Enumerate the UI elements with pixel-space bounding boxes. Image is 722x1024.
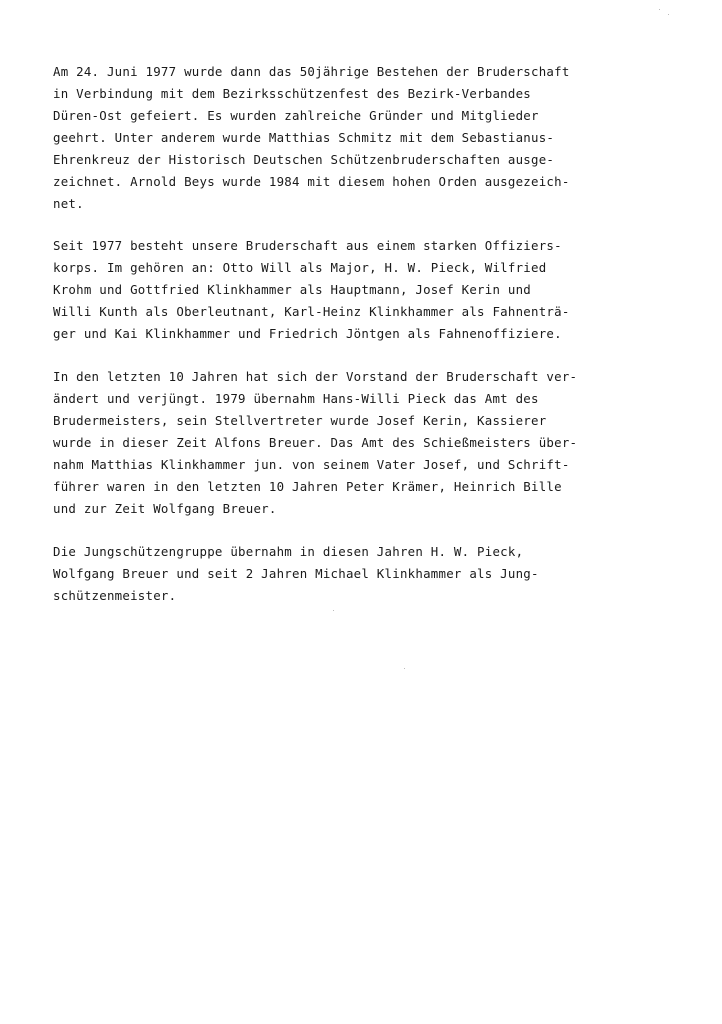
text-line: und zur Zeit Wolfgang Breuer. [53, 501, 277, 516]
text-line: Krohm und Gottfried Klinkhammer als Hauptmann, Josef Kerin und [53, 282, 532, 297]
text-line: In den letzten 10 Jahren hat sich der Vorstand der Bruderschaft ver- [53, 369, 578, 384]
text-line: Am 24. Juni 1977 wurde dann das 50jährige Bestehen der Bruderschaft [53, 64, 570, 79]
text-line: in Verbindung mit dem Bezirksschützenfest des Bezirk-Verbandes [53, 86, 532, 101]
text-line: zeichnet. Arnold Beys wurde 1984 mit diesem hohen Orden ausgezeich- [53, 174, 570, 189]
text-line: schützenmeister. [53, 588, 177, 603]
scan-speck [668, 14, 669, 15]
text-line: Wolfgang Breuer und seit 2 Jahren Michael Klinkhammer als Jung- [53, 566, 539, 581]
text-line: ändert und verjüngt. 1979 übernahm Hans-Willi Pieck das Amt des [53, 391, 539, 406]
paragraph-officer-corps [53, 235, 693, 345]
text-line: Die Jungschützengruppe übernahm in diesen Jahren H. W. Pieck, [53, 544, 524, 559]
text-line: net. [53, 196, 84, 211]
text-line: Ehrenkreuz der Historisch Deutschen Schützenbruderschaften ausge- [53, 152, 555, 167]
paragraph-anniversary [53, 61, 693, 215]
text-line: Düren-Ost gefeiert. Es wurden zahlreiche Gründer und Mitglieder [53, 108, 539, 123]
text-line: korps. Im gehören an: Otto Will als Major, H. W. Pieck, Wilfried [53, 260, 547, 275]
scan-speck [404, 668, 405, 669]
scan-speck [333, 610, 334, 611]
scan-speck [659, 9, 660, 10]
text-line: Willi Kunth als Oberleutnant, Karl-Heinz Klinkhammer als Fahnenträ- [53, 304, 570, 319]
text-line: führer waren in den letzten 10 Jahren Peter Krämer, Heinrich Bille [53, 479, 562, 494]
paragraph-board-changes [53, 366, 693, 520]
paragraph-youth-group [53, 541, 693, 607]
text-line: wurde in dieser Zeit Alfons Breuer. Das Amt des Schießmeisters über- [53, 435, 578, 450]
text-line: ger und Kai Klinkhammer und Friedrich Jöntgen als Fahnenoffiziere. [53, 326, 562, 341]
text-line: geehrt. Unter anderem wurde Matthias Schmitz mit dem Sebastianus- [53, 130, 555, 145]
text-line: nahm Matthias Klinkhammer jun. von seinem Vater Josef, und Schrift- [53, 457, 570, 472]
text-line: Seit 1977 besteht unsere Bruderschaft aus einem starken Offiziers- [53, 238, 562, 253]
text-line: Brudermeisters, sein Stellvertreter wurde Josef Kerin, Kassierer [53, 413, 547, 428]
